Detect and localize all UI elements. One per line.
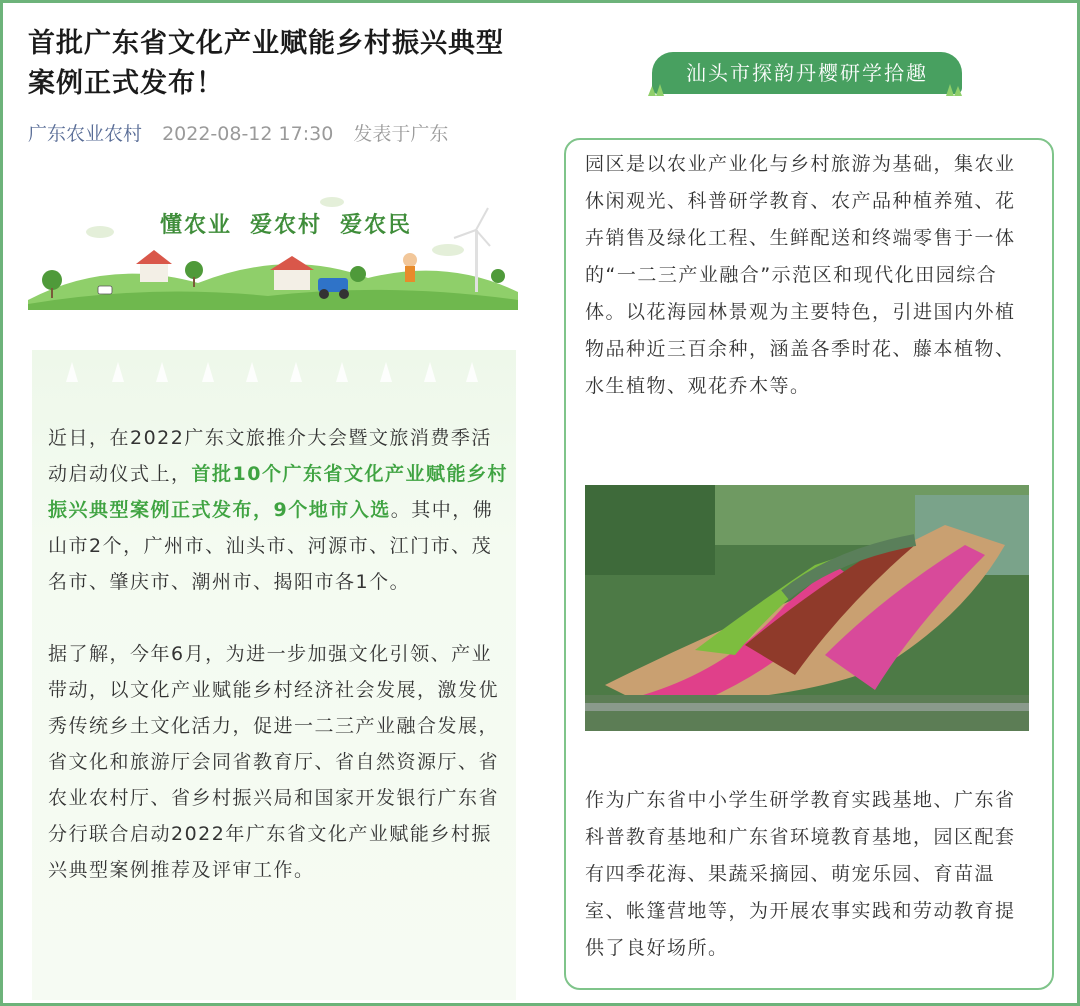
right-paragraph-2: 作为广东省中小学生研学教育实践基地、广东省科普教育基地和广东省环境教育基地，园区配套有四季花海、果蔬采摘园、萌宠乐园、育苗温室、帐篷营地等，为开展农事实践和劳动教育提供了良好场所。	[585, 789, 1016, 959]
slogan-2: 爱农村	[250, 213, 323, 238]
right-paragraph-1: 园区是以农业产业化与乡村旅游为基础，集农业休闲观光、科普研学教育、农产品种植养殖、花卉销售及绿化工程、生鲜配送和终端零售于一体的“一二三产业融合”示范区和现代化田园综合体。以花海园林景观为主要特色，引进国内外植物品种近三百余种，涵盖各季时花、藤本植物、水生植物、观花乔木等。	[585, 153, 1016, 397]
flower-field-photo	[585, 485, 1029, 731]
paragraph-2: 据了解，今年6月，为进一步加强文化引领、产业带动，以文化产业赋能乡村经济社会发展，激发优秀传统乡土文化活力，促进一二三产业融合发展，省文化和旅游厅会同省教育厅、省自然资源厅、省农业农村厅、省乡村振兴局和国家开发银行广东省分行联合启动2022年广东省文化产业赋能乡村振兴典型案例推荐及评审工作。	[48, 643, 500, 881]
account-link[interactable]: 广东农业农村	[28, 123, 143, 145]
article-title: 首批广东省文化产业赋能乡村振兴典型案例正式发布！	[28, 28, 504, 99]
publish-date: 2022-08-12 17:30	[162, 123, 334, 145]
p1-highlight: 首批10个广东省文化产业赋能乡村振兴典型案例正式发布，9个地市入选	[48, 463, 508, 521]
banner-slogans	[160, 208, 430, 239]
section-tag: 汕头市探韵丹樱研学拾趣	[652, 52, 962, 94]
article-meta	[28, 120, 448, 148]
string-lights-decoration	[32, 352, 516, 392]
p1-text-end: 。其中，佛山市2个，广州市、汕头市、河源市、江门市、茂名市、肇庆市、潮州市、揭阳市各1个。	[48, 499, 494, 593]
paragraph-1	[48, 420, 508, 600]
p1-text-start: 近日，在2022广东文旅推介大会暨文旅消费季活动启动仪式上，	[48, 427, 492, 485]
farm-banner-illustration	[28, 188, 518, 313]
publish-location: 发表于广东	[353, 123, 449, 145]
slogan-1: 懂农业	[160, 213, 233, 238]
left-article-text	[48, 420, 508, 924]
grass-decoration	[648, 80, 966, 96]
slogan-3: 爱农民	[340, 213, 413, 238]
